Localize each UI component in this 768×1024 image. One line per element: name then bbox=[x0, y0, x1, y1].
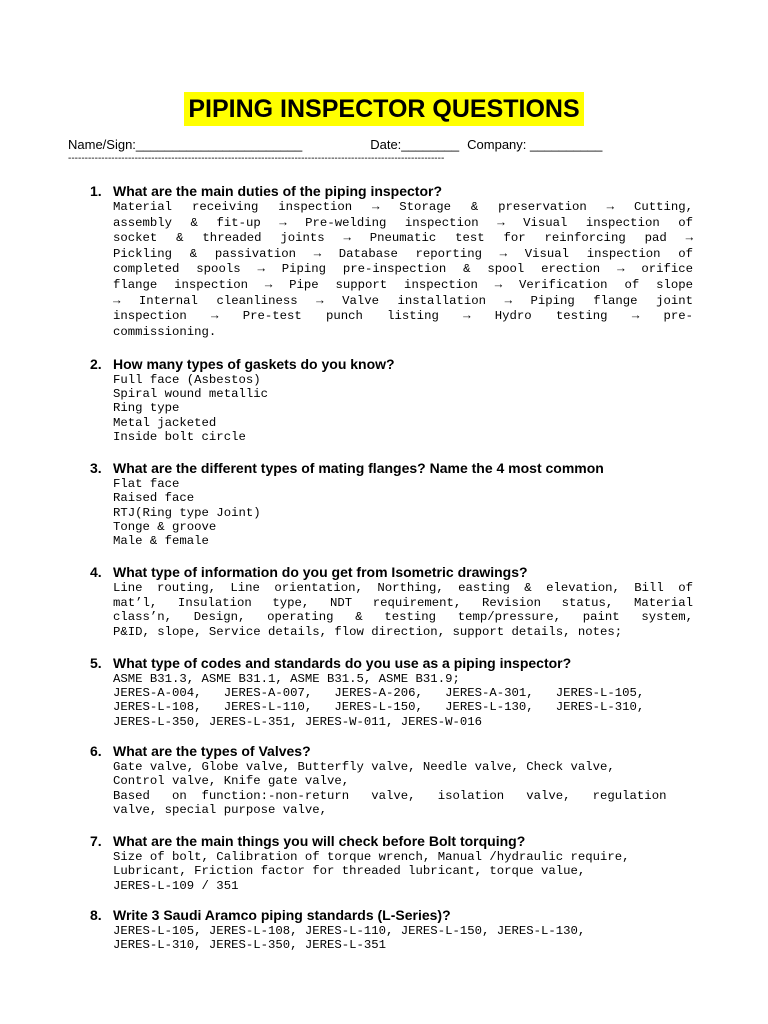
separator-line: ----------------------------------------------------------------------------------------------------------------- bbox=[68, 153, 445, 164]
answer-line: Gate valve, Globe valve, Butterfly valve, Needle valve, Check valve, bbox=[113, 760, 615, 774]
question-block-5 bbox=[90, 654, 710, 729]
answer-text bbox=[113, 581, 693, 639]
answer-line: Raised face bbox=[113, 491, 195, 506]
document-title: PIPING INSPECTOR QUESTIONS bbox=[184, 92, 583, 126]
question-number: 6. bbox=[90, 743, 102, 759]
question-text: What are the different types of mating flanges? Name the 4 most common bbox=[113, 460, 604, 476]
answer-text bbox=[113, 477, 693, 548]
answer-line: completed spools → Piping pre-inspection & spool erection → orifice bbox=[113, 262, 693, 277]
answer-text bbox=[113, 373, 693, 444]
question-block-4 bbox=[90, 563, 710, 639]
answer-line: JERES-L-105, JERES-L-108, JERES-L-110, JERES-L-150, JERES-L-130, bbox=[113, 924, 586, 938]
question-text: What type of codes and standards do you use as a piping inspector? bbox=[113, 655, 572, 671]
answer-line: commissioning. bbox=[113, 324, 217, 339]
answer-line: assembly & fit-up → Pre-welding inspection → Visual inspection of bbox=[113, 215, 693, 230]
answer-line: mat’l, Insulation type, NDT requirement, Revision status, Material bbox=[113, 595, 693, 610]
question-text: What are the main duties of the piping inspector? bbox=[113, 183, 443, 199]
answer-line: socket & threaded joints → Pneumatic test for reinforcing pad → bbox=[113, 231, 693, 246]
answer-line: flange inspection → Pipe support inspection → Verification of slope bbox=[113, 277, 693, 292]
answer-line: ASME B31.3, ASME B31.1, ASME B31.5, ASME B31.9; bbox=[113, 672, 460, 686]
answer-text bbox=[113, 672, 693, 729]
date-field: Date:________ bbox=[370, 137, 460, 152]
answer-line: Size of bolt, Calibration of torque wrench, Manual /hydraulic require, bbox=[113, 850, 630, 864]
question-text: How many types of gaskets do you know? bbox=[113, 356, 395, 372]
answer-line: Full face (Asbestos) bbox=[113, 373, 261, 387]
question-number: 1. bbox=[90, 183, 102, 199]
answer-line: P&ID, slope, Service details, flow direction, support details, notes; bbox=[113, 624, 623, 639]
answer-line: JERES-L-310, JERES-L-350, JERES-L-351 bbox=[113, 938, 387, 953]
question-number: 3. bbox=[90, 460, 102, 476]
answer-text bbox=[113, 200, 693, 340]
question-text: What type of information do you get from Isometric drawings? bbox=[113, 564, 528, 580]
question-number: 2. bbox=[90, 356, 102, 372]
answer-line: Flat face bbox=[113, 477, 180, 491]
title-block bbox=[0, 92, 768, 126]
question-block-2 bbox=[90, 355, 710, 444]
answer-line: Line routing, Line orientation, Northing, easting & elevation, Bill of bbox=[113, 581, 693, 595]
question-block-3 bbox=[90, 459, 710, 548]
answer-text bbox=[113, 850, 693, 893]
answer-line: Pickling & passivation → Database reporting → Visual inspection of bbox=[113, 246, 693, 261]
answer-line: class’n, Design, operating & testing temp/pressure, paint system, bbox=[113, 610, 693, 625]
question-block-6 bbox=[90, 742, 710, 817]
answer-line: Male & female bbox=[113, 534, 209, 549]
question-text: Write 3 Saudi Aramco piping standards (L-Series)? bbox=[113, 907, 451, 923]
answer-line: Spiral wound metallic bbox=[113, 387, 268, 402]
answer-line: inspection → Pre-test punch listing → Hydro testing → pre- bbox=[113, 309, 693, 324]
answer-line: Tonge & groove bbox=[113, 519, 217, 534]
answer-line: Metal jacketed bbox=[113, 415, 217, 430]
question-text: What are the main things you will check before Bolt torquing? bbox=[113, 833, 526, 849]
question-number: 4. bbox=[90, 564, 102, 580]
answer-line: RTJ(Ring type Joint) bbox=[113, 505, 261, 520]
answer-line: Material receiving inspection → Storage & preservation → Cutting, bbox=[113, 200, 693, 214]
company-field: Company: __________ bbox=[467, 137, 603, 152]
answer-text bbox=[113, 924, 693, 953]
question-number: 7. bbox=[90, 833, 102, 849]
answer-line: valve, special purpose valve, bbox=[113, 802, 328, 817]
question-block-1 bbox=[90, 182, 710, 340]
answer-line: → Internal cleanliness → Valve installation → Piping flange joint bbox=[113, 293, 693, 308]
name-sign-field: Name/Sign:_______________________ bbox=[68, 137, 303, 152]
answer-line: Based on function:-non-return valve, isolation valve, regulation bbox=[113, 788, 667, 803]
question-number: 5. bbox=[90, 655, 102, 671]
answer-line: Ring type bbox=[113, 401, 180, 416]
header-fields bbox=[68, 137, 602, 153]
question-block-7 bbox=[90, 832, 710, 893]
answer-line: JERES-L-350, JERES-L-351, JERES-W-011, JERES-W-016 bbox=[113, 714, 482, 729]
answer-line: JERES-A-004, JERES-A-007, JERES-A-206, JERES-A-301, JERES-L-105, bbox=[113, 686, 645, 701]
answer-text bbox=[113, 760, 693, 817]
question-block-8 bbox=[90, 906, 710, 953]
answer-line: Inside bolt circle bbox=[113, 429, 246, 444]
answer-line: JERES-L-109 / 351 bbox=[113, 878, 239, 893]
answer-line: JERES-L-108, JERES-L-110, JERES-L-150, JERES-L-130, JERES-L-310, bbox=[113, 700, 645, 715]
question-text: What are the types of Valves? bbox=[113, 743, 311, 759]
answer-line: Control valve, Knife gate valve, bbox=[113, 774, 350, 789]
question-number: 8. bbox=[90, 907, 102, 923]
answer-line: Lubricant, Friction factor for threaded lubricant, torque value, bbox=[113, 864, 586, 879]
